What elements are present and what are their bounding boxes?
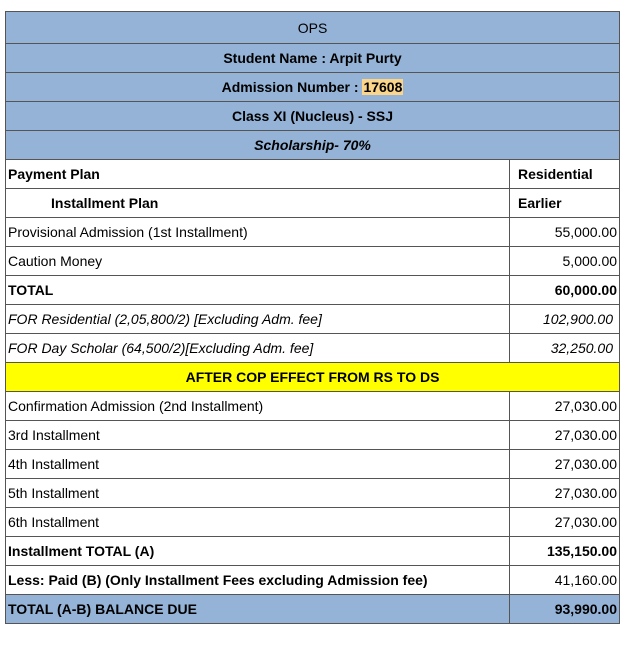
- banner-row: [6, 363, 620, 392]
- balance-label: TOTAL (A-B) BALANCE DUE: [6, 595, 510, 624]
- table-row: [6, 479, 620, 508]
- installment-total-label: Installment TOTAL (A): [6, 537, 510, 566]
- admission-row: [6, 73, 620, 102]
- table-row: [6, 218, 620, 247]
- class-row: [6, 102, 620, 131]
- balance-row: [6, 595, 620, 624]
- table-row: [6, 450, 620, 479]
- installment-plan-label: Installment Plan: [6, 189, 510, 218]
- payment-plan-value: Residential: [510, 160, 620, 189]
- cop-banner: AFTER COP EFFECT FROM RS TO DS: [6, 363, 620, 392]
- class-label: Class XI (Nucleus) - SSJ: [6, 102, 620, 131]
- row-amount: 27,030.00: [510, 450, 620, 479]
- row-amount: 32,250.00: [510, 334, 620, 363]
- admission-number: 17608: [363, 79, 403, 95]
- balance-amount: 93,990.00: [510, 595, 620, 624]
- total-label: TOTAL: [6, 276, 510, 305]
- row-amount: 27,030.00: [510, 421, 620, 450]
- row-amount: 5,000.00: [510, 247, 620, 276]
- row-label: 5th Installment: [6, 479, 510, 508]
- installment-plan-value: Earlier: [510, 189, 620, 218]
- payment-plan-label: Payment Plan: [6, 160, 510, 189]
- row-label: Confirmation Admission (2nd Installment): [6, 392, 510, 421]
- fee-statement-table: [5, 11, 620, 624]
- title-row: [6, 12, 620, 44]
- row-amount: 102,900.00: [510, 305, 620, 334]
- paid-label: Less: Paid (B) (Only Installment Fees excluding Admission fee): [6, 566, 510, 595]
- table-row: [6, 247, 620, 276]
- sheet-title: OPS: [6, 12, 620, 44]
- total-amount: 60,000.00: [510, 276, 620, 305]
- row-amount: 27,030.00: [510, 479, 620, 508]
- admission-number-cell: [6, 73, 620, 102]
- scholarship-label: Scholarship- 70%: [6, 131, 620, 160]
- row-amount: 27,030.00: [510, 508, 620, 537]
- row-amount: 27,030.00: [510, 392, 620, 421]
- row-label: 3rd Installment: [6, 421, 510, 450]
- row-label: FOR Residential (2,05,800/2) [Excluding Adm. fee]: [6, 305, 510, 334]
- paid-row: [6, 566, 620, 595]
- installment-plan-row: [6, 189, 620, 218]
- payment-plan-row: [6, 160, 620, 189]
- scholarship-row: [6, 131, 620, 160]
- table-row: [6, 305, 620, 334]
- row-label: Caution Money: [6, 247, 510, 276]
- row-label: 4th Installment: [6, 450, 510, 479]
- total-row: [6, 276, 620, 305]
- row-label: FOR Day Scholar (64,500/2)[Excluding Adm. fee]: [6, 334, 510, 363]
- table-row: [6, 334, 620, 363]
- paid-amount: 41,160.00: [510, 566, 620, 595]
- student-name: Student Name : Arpit Purty: [6, 44, 620, 73]
- admission-label: Admission Number :: [221, 79, 363, 95]
- installment-total-row: [6, 537, 620, 566]
- row-label: Provisional Admission (1st Installment): [6, 218, 510, 247]
- student-row: [6, 44, 620, 73]
- installment-total-amount: 135,150.00: [510, 537, 620, 566]
- table-row: [6, 392, 620, 421]
- row-label: 6th Installment: [6, 508, 510, 537]
- row-amount: 55,000.00: [510, 218, 620, 247]
- table-row: [6, 508, 620, 537]
- table-row: [6, 421, 620, 450]
